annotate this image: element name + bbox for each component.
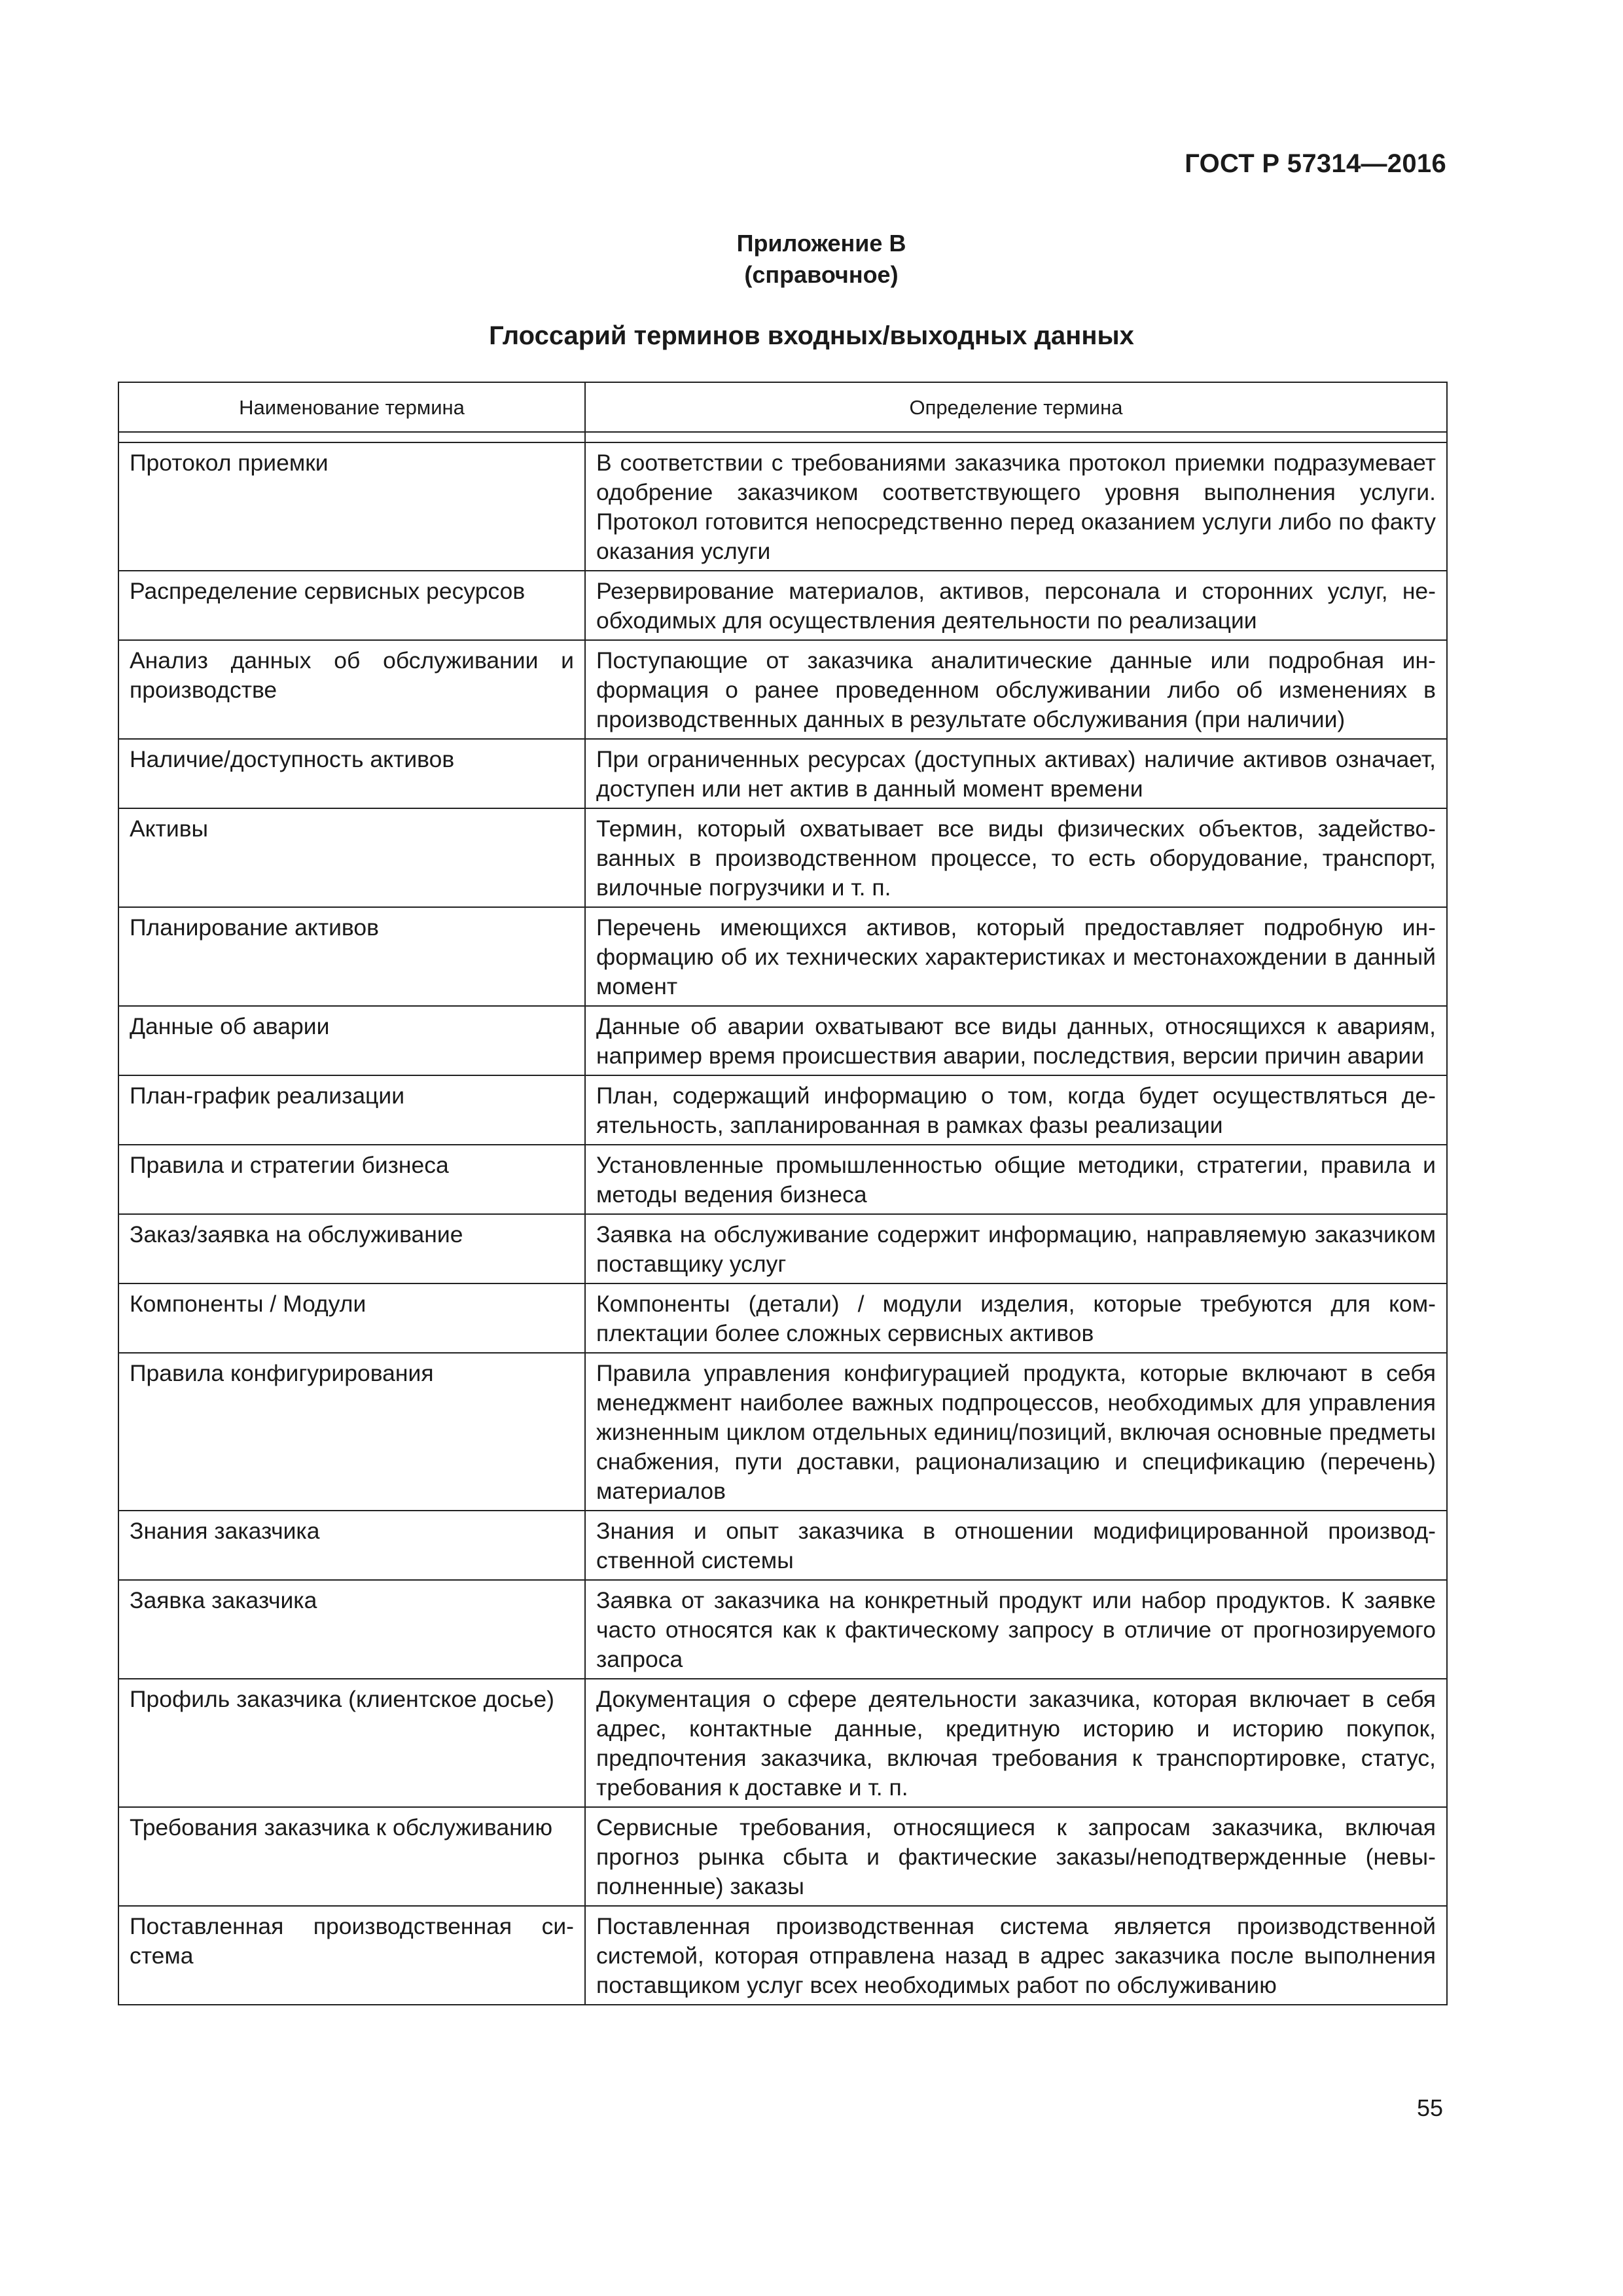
term-cell: Анализ данных об обслуживании и производстве — [118, 640, 585, 739]
definition-cell: Заявка от заказчика на конкретный продукт или набор продуктов. К заявке часто относятся как к фактическому запросу в отличие от прогнозируемого запроса — [585, 1580, 1447, 1679]
glossary-table — [118, 382, 1448, 2005]
table-row — [118, 1145, 1447, 1214]
definition-cell: Поступающие от заказчика аналитические данные или подробная информация о ранее проведенном обслуживании либо об изменениях в производственных данных в результате обслуживания (при наличии) — [585, 640, 1447, 739]
definition-cell: Термин, который охватывает все виды физических объектов, задействованных в производственном процессе, то есть оборудование, транспорт, вилочные погрузчики и т. п. — [585, 808, 1447, 907]
term-cell: Данные об аварии — [118, 1006, 585, 1075]
table-row — [118, 640, 1447, 739]
table-row — [118, 907, 1447, 1006]
term-cell: Заявка заказчика — [118, 1580, 585, 1679]
table-row — [118, 739, 1447, 808]
table-row — [118, 442, 1447, 571]
table-row — [118, 1214, 1447, 1283]
term-cell: Активы — [118, 808, 585, 907]
column-header-definition: Определение термина — [585, 382, 1447, 432]
header-spacer-row — [118, 432, 1447, 442]
definition-cell: При ограниченных ресурсах (доступных активах) наличие активов означает, доступен или нет актив в данный момент времени — [585, 739, 1447, 808]
definition-cell: Заявка на обслуживание содержит информацию, направляемую заказчиком поставщику услуг — [585, 1214, 1447, 1283]
table-row — [118, 1075, 1447, 1145]
page-number: 55 — [1416, 2094, 1443, 2121]
term-cell: Правила конфигурирования — [118, 1353, 585, 1511]
glossary-title: Глоссарий терминов входных/выходных данных — [489, 321, 1134, 350]
definition-cell: Знания и опыт заказчика в отношении модифицированной производственной системы — [585, 1511, 1447, 1580]
table-row — [118, 1283, 1447, 1353]
definition-cell: Резервирование материалов, активов, персонала и сторонних услуг, необходимых для осуществления деятельности по реализации — [585, 571, 1447, 640]
definition-cell: В соответствии с требованиями заказчика протокол приемки подразумевает одобрение заказчиком соответствующего уровня выполнения услуги. Протокол готовится непосредственно перед оказанием услуги либо по факту оказания услуги — [585, 442, 1447, 571]
term-cell: Наличие/доступность активов — [118, 739, 585, 808]
definition-cell: Компоненты (детали) / модули изделия, которые требуются для комплектации более сложных сервисных активов — [585, 1283, 1447, 1353]
annex-title: Приложение В — [736, 230, 906, 257]
term-cell: Требования заказчика к обслуживанию — [118, 1807, 585, 1906]
table-row — [118, 571, 1447, 640]
definition-cell: План, содержащий информацию о том, когда будет осуществляться деятельность, запланированная в рамках фазы реализации — [585, 1075, 1447, 1145]
table-row — [118, 808, 1447, 907]
table-row — [118, 1353, 1447, 1511]
term-cell: Планирование активов — [118, 907, 585, 1006]
header-spacer-cell — [585, 432, 1447, 442]
term-cell: Профиль заказчика (клиентское досье) — [118, 1679, 585, 1807]
term-cell: Протокол приемки — [118, 442, 585, 571]
table-row — [118, 1679, 1447, 1807]
term-cell: Правила и стратегии бизнеса — [118, 1145, 585, 1214]
term-cell: Знания заказчика — [118, 1511, 585, 1580]
table-row — [118, 1580, 1447, 1679]
definition-cell: Установленные промышленностью общие методики, стратегии, правила и методы ведения бизнеса — [585, 1145, 1447, 1214]
definition-cell: Данные об аварии охватывают все виды данных, относящихся к авариям, например время происшествия аварии, последствия, версии причин аварии — [585, 1006, 1447, 1075]
term-cell: План-график реализации — [118, 1075, 585, 1145]
definition-cell: Перечень имеющихся активов, который предоставляет подробную информацию об их технических характеристиках и местонахождении в данный момент — [585, 907, 1447, 1006]
table-row — [118, 1006, 1447, 1075]
standard-code: ГОСТ Р 57314—2016 — [1185, 149, 1446, 178]
annex-kind: (справочное) — [744, 261, 899, 288]
term-cell: Компоненты / Модули — [118, 1283, 585, 1353]
term-cell: Поставленная производственная система — [118, 1906, 585, 2005]
term-cell: Заказ/заявка на обслуживание — [118, 1214, 585, 1283]
column-header-term: Наименование термина — [118, 382, 585, 432]
table-row — [118, 1511, 1447, 1580]
definition-cell: Правила управления конфигурацией продукта, которые включают в себя менеджмент наиболее важных подпроцессов, необходимых для управления жизненным циклом отдельных единиц/позиций, включая основные предметы снабжения, пути доставки, рационализацию и спецификацию (перечень) материалов — [585, 1353, 1447, 1511]
header-spacer-cell — [118, 432, 585, 442]
definition-cell: Документация о сфере деятельности заказчика, которая включает в себя адрес, контактные данные, кредитную историю и историю покупок, предпочтения заказчика, включая требования к транспортировке, статус, требования к доставке и т. п. — [585, 1679, 1447, 1807]
definition-cell: Сервисные требования, относящиеся к запросам заказчика, включая прогноз рынка сбыта и фактические заказы/неподтвержденные (невыполненные) заказы — [585, 1807, 1447, 1906]
definition-cell: Поставленная производственная система является производственной системой, которая отправлена назад в адрес заказчика после выполнения поставщиком услуг всех необходимых работ по обслуживанию — [585, 1906, 1447, 2005]
table-header-row — [118, 382, 1447, 432]
table-row — [118, 1807, 1447, 1906]
term-cell: Распределение сервисных ресурсов — [118, 571, 585, 640]
table-row — [118, 1906, 1447, 2005]
